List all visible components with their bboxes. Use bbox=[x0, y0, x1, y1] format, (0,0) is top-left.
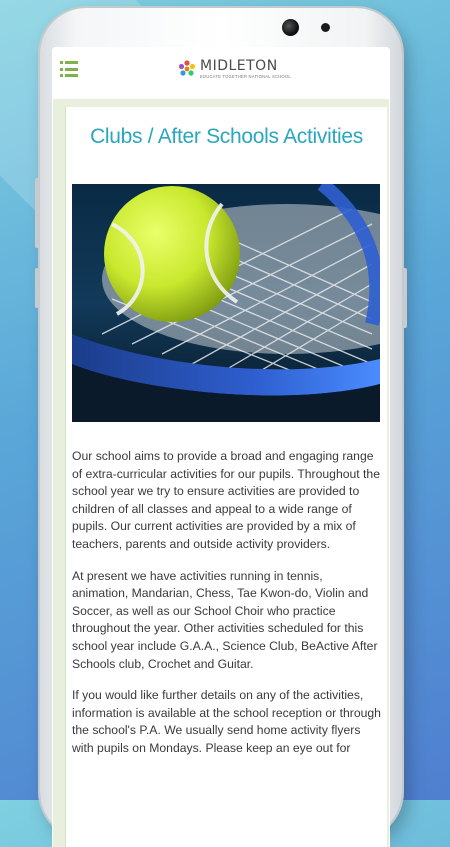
logo-flower-icon bbox=[177, 59, 197, 79]
app-header bbox=[52, 47, 390, 101]
page-title: Clubs / After Schools Activities bbox=[90, 125, 363, 148]
article-paragraph: If you would like further details on any of the activities, information is available at the school reception or through the school's P.A. We usually send home activity flyers with pupils on Mondays. Please keep an eye out for bbox=[72, 688, 381, 755]
app-screen bbox=[52, 47, 390, 847]
proximity-sensor bbox=[321, 23, 330, 32]
hamburger-menu-icon[interactable] bbox=[60, 61, 78, 77]
logo-tagline: EDUCATE TOGETHER NATIONAL SCHOOL bbox=[200, 73, 291, 79]
tennis-image bbox=[72, 184, 380, 422]
article-body bbox=[72, 448, 382, 772]
side-button bbox=[35, 268, 39, 308]
front-camera bbox=[282, 19, 299, 36]
logo-name: MIDLETON bbox=[200, 57, 278, 74]
content-card bbox=[65, 107, 387, 847]
article-paragraph: At present we have activities running in tennis, animation, Mandarian, Chess, Tae Kwon-do, Violin and Soccer, as well as our School Choir who practice throughout the year. Other activities scheduled for this school year include G.A.A., Science Club, BeActive After Schools club, Crochet and Guitar. bbox=[72, 568, 378, 671]
content-frame bbox=[53, 99, 389, 847]
article-paragraph: Our school aims to provide a broad and engaging range of extra-curricular activities for our pupils. Throughout the school year we try to ensure activities are provided to children of all classes and appeal to a wide range of pupils. Our current activities are provided by a mix of teachers, parents and outside activity providers. bbox=[72, 449, 380, 551]
tennis-racket-ball-illustration bbox=[72, 184, 380, 422]
school-logo[interactable] bbox=[177, 55, 291, 83]
volume-button bbox=[35, 178, 39, 248]
power-button bbox=[403, 268, 407, 328]
phone-frame bbox=[40, 8, 402, 838]
